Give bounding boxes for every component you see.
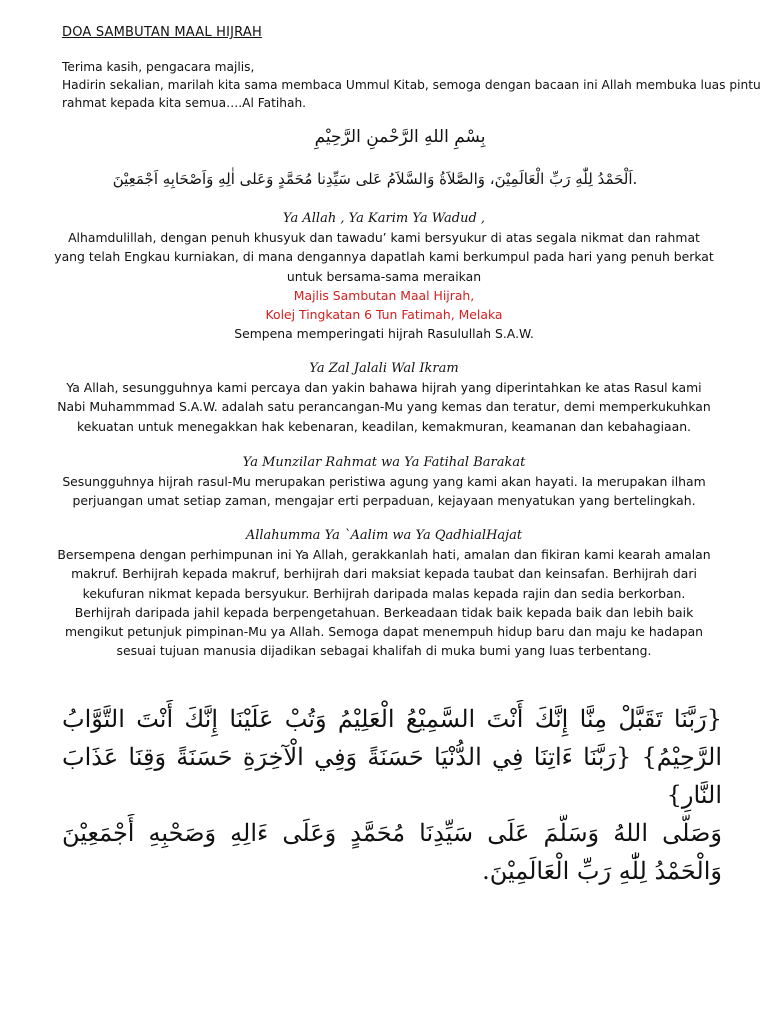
section-ya-munzilar (40, 454, 728, 511)
intro-line: Hadirin sekalian, marilah kita sama membaca Ummul Kitab, semoga dengan bacaan ini Allah membuka luas pintu (62, 78, 761, 92)
paragraph-line: kekufuran nikmat kepada bersyukur. Berhijrah daripada malas kepada rajin dan sedia berkorban. (82, 585, 686, 601)
paragraph-line: Nabi Muhammmad S.A.W. adalah satu perancangan-Mu yang kemas dan teratur, demi memperkukuhkan (57, 399, 711, 415)
section-ya-allah (40, 210, 728, 344)
section-paragraph (40, 228, 728, 344)
section-ya-zal-jalali (40, 360, 728, 436)
paragraph-line: Berhijrah daripada jahil kepada berpengetahuan. Berkeadaan tidak baik kepada baik dan lebih baik (74, 604, 694, 620)
event-name-line: Majlis Sambutan Maal Hijrah, (293, 287, 475, 303)
paragraph-line: sesuai tujuan manusia dijadikan sebagai khalifah di muka bumi yang luas terbentang. (116, 643, 652, 659)
section-heading: Ya Munzilar Rahmat wa Ya Fatihal Barakat (242, 455, 526, 470)
section-heading: Ya Zal Jalali Wal Ikram (309, 361, 459, 376)
paragraph-line: mengikut petunjuk pimpinan-Mu ya Allah. Semoga dapat menempuh hidup baru dan maju ke hadapan (64, 624, 704, 640)
section-heading: Allahumma Ya `Aalim wa Ya QadhialHajat (245, 528, 523, 543)
section-heading: Ya Allah , Ya Karim Ya Wadud , (282, 211, 486, 226)
paragraph-line: yang telah Engkau kurniakan, di mana dengannya dapatlah kami berkumpul pada hari yang penuh berkat (54, 249, 714, 265)
section-paragraph (40, 378, 728, 436)
intro-line: rahmat kepada kita semua….Al Fatihah. (62, 96, 307, 110)
section-paragraph (40, 472, 728, 511)
section-paragraph (40, 545, 728, 661)
arabic-basmala: بِسْمِ اللهِ الرَّحْمنِ الرَّحِيْمِ (314, 127, 486, 147)
arabic-hamdalah: .اَلْحَمْدُ لِلّٰهِ رَبِّ الْعَالَمِيْنَ، وَالصَّلاَةُ وَالسَّلاَمُ عَلى سَيِّدِنا مُحَمَّدٍ وَعَلى اٰلِهِ وَاَصْحَابِهِ اَجْمَعِيْنَ (112, 170, 638, 188)
arabic-closing-doa (62, 700, 722, 890)
paragraph-line: Sesungguhnya hijrah rasul-Mu merupakan peristiwa agung yang kami akan hayati. Ia merupakan ilham (62, 474, 706, 489)
arabic-doa-line: وَالْحَمْدُ لِلّٰهِ رَبِّ الْعَالَمِيْنَ. (482, 857, 722, 885)
paragraph-line: Alhamdulillah, dengan penuh khusyuk dan tawadu’ kami bersyukur di atas segala nikmat dan rahmat (68, 230, 700, 245)
paragraph-line: Sempena memperingati hijrah Rasulullah S.A.W. (234, 326, 534, 342)
paragraph-line: untuk bersama-sama meraikan (286, 268, 482, 284)
paragraph-line: kekuatan untuk menegakkan hak kebenaran, keadilan, kemakmuran, keamanan dan kebahagiaan. (77, 418, 691, 434)
intro-paragraph (62, 58, 761, 112)
arabic-doa-line: النَّارِ} (666, 781, 722, 809)
arabic-doa-line: الرَّحِيْمُ} {رَبَّنَا ءَاتِنَا فِي الدُّنْيَا حَسَنَةً وَفِي الْآخِرَةِ حَسَنَةً وَقِنَا عَذَابَ (62, 743, 722, 771)
venue-name-line: Kolej Tingkatan 6 Tun Fatimah, Melaka (265, 307, 503, 323)
paragraph-line: makruf. Berhijrah kepada makruf, berhijrah dari maksiat kepada taubat dan keinsafan. Berhijrah dari (71, 566, 697, 582)
section-allahumma (40, 527, 728, 661)
paragraph-line: Ya Allah, sesungguhnya kami percaya dan yakin bahawa hijrah yang diperintahkan ke atas Rasul kami (66, 380, 702, 395)
document-title: DOA SAMBUTAN MAAL HIJRAH (62, 25, 262, 40)
paragraph-line: Bersempena dengan perhimpunan ini Ya Allah, gerakkanlah hati, amalan dan fikiran kami kearah amalan (57, 547, 711, 562)
arabic-doa-line: {رَبَّنَا تَقَبَّلْ مِنَّا إِنَّكَ أَنْتَ السَّمِيْعُ الْعَلِيْمُ وَتُبْ عَلَيْنَا إِنَّكَ أَنْتَ التَّوَّابُ (62, 705, 722, 733)
arabic-doa-line: وَصَلَّى اللهُ وَسَلَّمَ عَلَى سَيِّدِنَا مُحَمَّدٍ وَعَلَى ءَالِهِ وَصَحْبِهِ أَجْمَعِيْنَ (62, 819, 722, 847)
intro-line: Terima kasih, pengacara majlis, (62, 60, 255, 74)
paragraph-line: perjuangan umat setiap zaman, mengajar erti perpaduan, kejayaan menyatukan yang bertelingkah. (72, 493, 696, 509)
